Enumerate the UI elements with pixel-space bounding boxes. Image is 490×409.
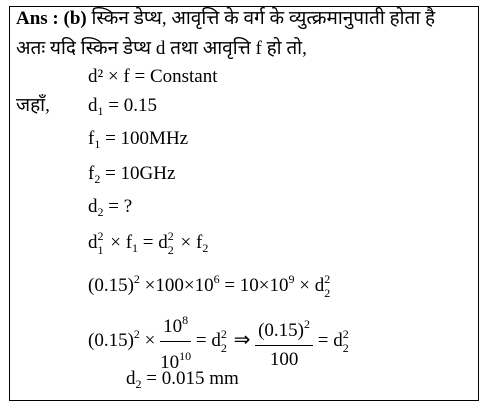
eq2-times-2: × bbox=[180, 232, 192, 253]
eq3-tail-sub: 2 bbox=[324, 285, 331, 300]
given-d1 bbox=[88, 95, 157, 122]
result-line bbox=[126, 368, 239, 395]
f1-value: = 100MHz bbox=[105, 128, 189, 149]
f1-sub: 1 bbox=[94, 137, 101, 151]
eq2-f1: f bbox=[125, 232, 133, 253]
line2-text: अतः यदि स्किन डेप्थ d तथा आवृत्ति f हो तो, bbox=[16, 38, 307, 59]
eq2-d1-sup: 2 bbox=[97, 228, 104, 243]
eq3-rhs-sup: 9 bbox=[288, 272, 295, 286]
f1-symbol: f bbox=[88, 128, 95, 149]
eq4-times: × bbox=[144, 329, 156, 351]
given-label-text: जहाँ, bbox=[16, 95, 50, 116]
equation-constant bbox=[88, 66, 218, 88]
equation-relation bbox=[88, 228, 209, 259]
eq4-frac2-num-sup: 2 bbox=[304, 316, 311, 331]
eq2-times-1: × bbox=[110, 232, 121, 253]
eq4-lhs: (0.15) bbox=[88, 329, 134, 351]
d1-value: = 0.15 bbox=[108, 95, 157, 116]
header-line-1 bbox=[16, 8, 435, 30]
given-f2 bbox=[88, 163, 175, 190]
implies-arrow-icon: ⇒ bbox=[233, 326, 251, 351]
given-label bbox=[16, 95, 50, 117]
eq3-lhs-sup: 2 bbox=[133, 272, 140, 286]
eq2-d1-sub: 1 bbox=[97, 242, 104, 257]
header-line-2 bbox=[16, 38, 307, 60]
f2-value: = 10GHz bbox=[105, 163, 176, 184]
given-f1 bbox=[88, 128, 188, 155]
eq2-f2-sub: 2 bbox=[202, 241, 209, 255]
eq4-d2-sup: 2 bbox=[220, 326, 227, 341]
eq4-equals-d2-final: = d bbox=[317, 329, 343, 351]
eq2-f2: f bbox=[195, 232, 203, 253]
result-d: d bbox=[126, 368, 136, 389]
result-d-sub: 2 bbox=[135, 377, 142, 391]
eq3-rhs: = 10×10 bbox=[224, 275, 289, 296]
eq4-frac1-den-sup: 10 bbox=[179, 349, 192, 363]
eq2-d2-sup: 2 bbox=[167, 228, 174, 243]
d1-sub: 1 bbox=[97, 104, 104, 118]
eq4-frac1-num: 10 bbox=[163, 316, 183, 337]
eq4-fraction-2 bbox=[255, 312, 313, 372]
eq4-frac2-num: (0.15) bbox=[258, 319, 305, 341]
eq4-frac1-den: 10 bbox=[160, 352, 180, 373]
eq3-lhs: (0.15) bbox=[88, 275, 134, 296]
eq3-tail: × d bbox=[299, 275, 325, 296]
eq4-d2-sub: 2 bbox=[220, 340, 227, 355]
eq4-frac1-num-sup: 8 bbox=[182, 313, 189, 327]
f2-symbol: f bbox=[88, 163, 95, 184]
equation-substitution bbox=[88, 268, 332, 298]
eq2-equals: = bbox=[142, 232, 154, 253]
result-value: = 0.015 mm bbox=[146, 368, 239, 389]
option-label: (b) bbox=[63, 8, 87, 29]
eq4-lhs-sup: 2 bbox=[133, 326, 140, 341]
line1-text: स्किन डेप्थ, आवृत्ति के वर्ग के व्युत्क्रमानुपाती होता है bbox=[91, 8, 436, 29]
equation-fraction bbox=[88, 308, 351, 375]
eq4-d2-final-sub: 2 bbox=[342, 340, 349, 355]
equation-constant-text: d² × f = Constant bbox=[88, 66, 218, 87]
eq3-mid: ×100×10 bbox=[144, 275, 214, 296]
ans-label: Ans : bbox=[16, 8, 59, 29]
d2-sub: 2 bbox=[97, 205, 104, 219]
d2-value: = ? bbox=[108, 196, 133, 217]
eq4-d2-final-sup: 2 bbox=[342, 326, 349, 341]
eq3-mid-sup: 6 bbox=[213, 272, 220, 286]
eq2-d1: d bbox=[88, 232, 98, 253]
eq2-d2: d bbox=[158, 232, 168, 253]
eq3-tail-sup: 2 bbox=[324, 271, 331, 286]
eq2-d2-sub: 2 bbox=[167, 242, 174, 257]
eq4-equals-d2: = d bbox=[195, 329, 221, 351]
eq4-fraction-1 bbox=[160, 308, 191, 375]
d2-symbol: d bbox=[88, 196, 98, 217]
eq4-frac2-den: 100 bbox=[269, 348, 299, 370]
given-d2 bbox=[88, 196, 132, 223]
f2-sub: 2 bbox=[94, 172, 101, 186]
d1-symbol: d bbox=[88, 95, 98, 116]
eq2-f1-sub: 1 bbox=[132, 241, 139, 255]
